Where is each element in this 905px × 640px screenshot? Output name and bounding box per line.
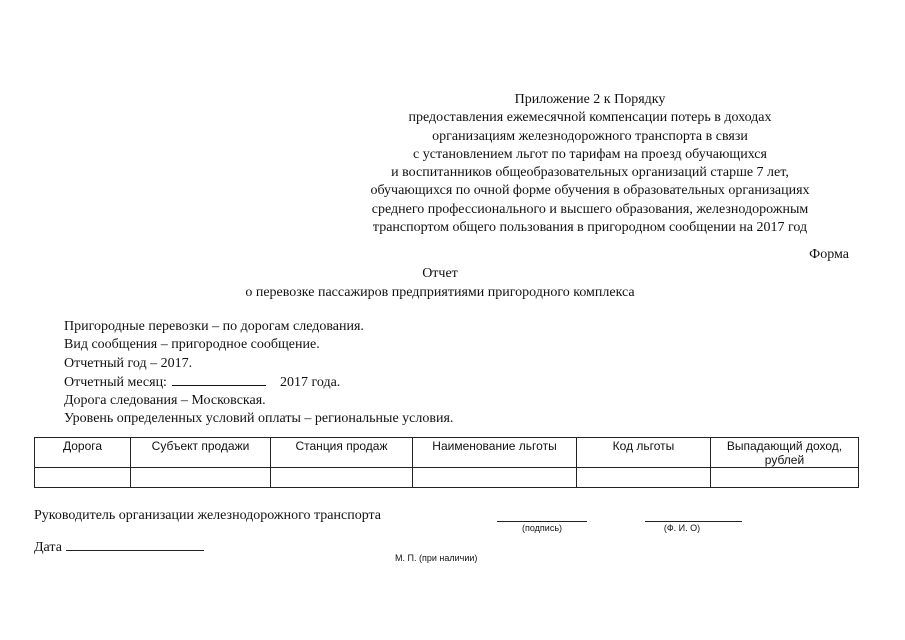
column-header-sales-station: Станция продаж xyxy=(271,438,413,468)
table-cell xyxy=(413,468,577,488)
info-transport: Пригородные перевозки – по дорогам следования. xyxy=(64,319,364,334)
appendix-header xyxy=(330,91,850,237)
date-label: Дата xyxy=(34,540,62,555)
month-blank-field xyxy=(172,373,266,386)
table-row xyxy=(35,468,859,488)
manager-label: Руководитель организации железнодорожного транспорта xyxy=(34,508,382,523)
table-cell xyxy=(271,468,413,488)
header-line: Приложение 2 к Порядку xyxy=(514,92,666,107)
column-header-sales-subject: Субъект продажи xyxy=(131,438,271,468)
title-line-2: о перевозке пассажиров предприятиями пригородного комплекса xyxy=(245,285,635,300)
signature-caption: (подпись) xyxy=(521,523,563,533)
header-line: организациям железнодорожного транспорта в связи xyxy=(432,128,748,144)
header-line: предоставления ежемесячной компенсации потерь в доходах xyxy=(408,110,772,126)
header-line: и воспитанников общеобразовательных организаций старше 7 лет, xyxy=(391,165,789,181)
info-road: Дорога следования – Московская. xyxy=(64,393,266,409)
table-cell xyxy=(35,468,131,488)
report-table xyxy=(34,437,859,488)
column-header-benefit-code: Код льготы xyxy=(577,438,711,468)
header-line: транспортом общего пользования в пригородном сообщении на 2017 год xyxy=(372,220,808,236)
signature-line xyxy=(497,520,587,522)
stamp-caption: М. П. (при наличии) xyxy=(395,553,478,563)
info-month xyxy=(64,373,453,392)
date-row xyxy=(34,537,204,557)
info-service-type: Вид сообщения – пригородное сообщение. xyxy=(64,337,320,353)
report-title xyxy=(210,264,670,302)
header-line: с установлением льгот по тарифам на проезд обучающихся xyxy=(413,146,767,162)
header-line: обучающихся по очной форме обучения в образовательных организациях xyxy=(370,183,810,199)
title-line-1: Отчет xyxy=(422,266,458,281)
column-header-benefit-name: Наименование льготы xyxy=(413,438,577,468)
info-month-label: Отчетный месяц: xyxy=(64,374,167,390)
table-cell xyxy=(131,468,271,488)
fio-caption: (Ф. И. О) xyxy=(663,523,701,533)
column-header-road: Дорога xyxy=(35,438,131,468)
header-line: среднего профессионального и высшего образования, железнодорожным xyxy=(371,201,809,217)
table-cell xyxy=(577,468,711,488)
table-cell xyxy=(711,468,859,488)
info-year: Отчетный год – 2017. xyxy=(64,355,193,371)
table-header-row xyxy=(35,438,859,468)
column-header-lost-income: Выпадающий доход, рублей xyxy=(711,438,859,468)
info-month-year: 2017 года. xyxy=(279,374,341,390)
report-info xyxy=(64,318,453,429)
form-label: Форма xyxy=(809,247,849,262)
info-payment-level: Уровень определенных условий оплаты – региональные условия. xyxy=(64,411,454,427)
fio-line xyxy=(645,520,742,522)
date-blank-field xyxy=(66,537,204,551)
